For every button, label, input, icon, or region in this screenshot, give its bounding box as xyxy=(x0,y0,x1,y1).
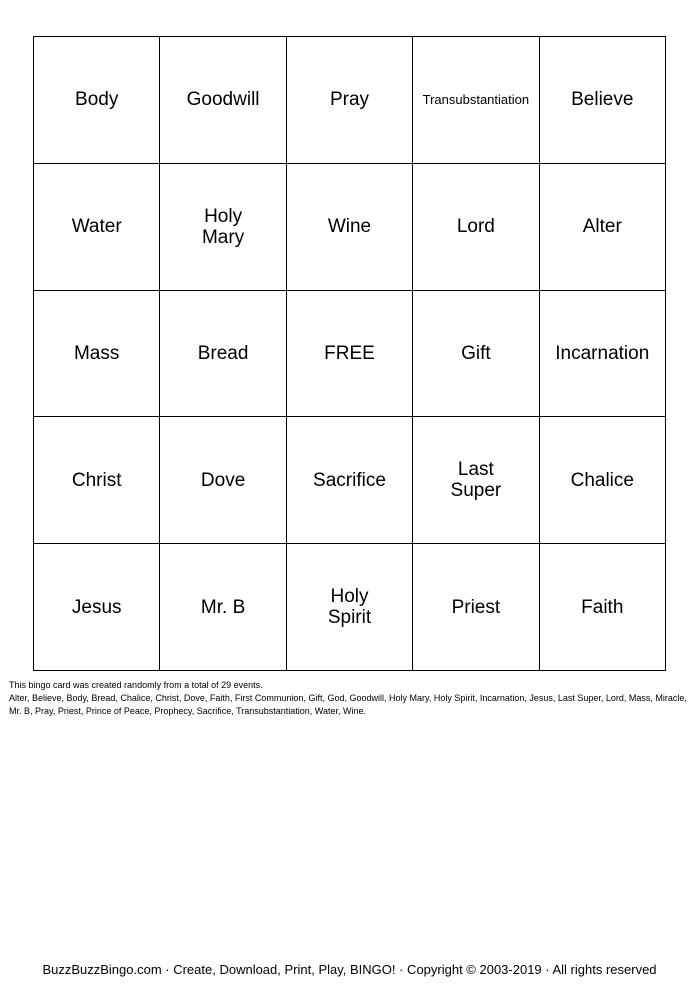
bingo-board xyxy=(33,36,666,671)
bingo-cell xyxy=(160,544,286,671)
bingo-cell xyxy=(34,544,160,671)
bingo-cell xyxy=(539,417,665,544)
bingo-cell xyxy=(160,290,286,417)
bingo-cell-text: Mass xyxy=(73,342,120,364)
bingo-cell xyxy=(413,417,539,544)
bingo-cell xyxy=(539,290,665,417)
bingo-cell-text: Goodwill xyxy=(186,89,260,111)
bingo-cell xyxy=(286,37,412,164)
bingo-cell-text: Super xyxy=(450,480,502,502)
bingo-cell-text: Holy xyxy=(204,205,243,227)
bingo-cell xyxy=(286,417,412,544)
bingo-cell-text: FREE xyxy=(324,342,375,364)
bingo-cell-text: Believe xyxy=(571,89,634,111)
bingo-cell-text: Sacrifice xyxy=(313,469,386,491)
bingo-cell xyxy=(286,163,412,290)
bingo-cell-text: Incarnation xyxy=(555,342,650,364)
bingo-cell-text: Body xyxy=(75,89,119,111)
bingo-cell xyxy=(413,544,539,671)
bingo-cell-text: Transubstantiation xyxy=(422,92,530,108)
bingo-cell xyxy=(413,290,539,417)
bingo-cell-text: Last xyxy=(457,459,494,481)
bingo-row xyxy=(34,163,666,290)
bingo-cell-text: Jesus xyxy=(71,596,122,618)
bingo-row xyxy=(34,290,666,417)
bingo-cell-text: Chalice xyxy=(570,469,634,491)
bingo-row xyxy=(34,37,666,164)
bingo-cell xyxy=(539,163,665,290)
bingo-row xyxy=(34,417,666,544)
bingo-cell-text: Pray xyxy=(329,89,370,111)
bingo-cell-text: Lord xyxy=(456,216,495,238)
bingo-cell-text: Dove xyxy=(200,469,246,491)
bingo-cell-text: Holy xyxy=(330,586,369,608)
bingo-cell-text: Water xyxy=(71,216,122,238)
bingo-cell xyxy=(34,290,160,417)
bingo-cell xyxy=(34,417,160,544)
card-notes xyxy=(9,679,691,718)
bingo-cell xyxy=(413,163,539,290)
page-footer: BuzzBuzzBingo.com · Create, Download, Print, Play, BINGO! · Copyright © 2003-2019 · All rights reserved xyxy=(42,962,657,977)
bingo-cell xyxy=(160,417,286,544)
bingo-cell-text: Spirit xyxy=(327,607,372,629)
bingo-row xyxy=(34,544,666,671)
bingo-cell-text: Alter xyxy=(582,216,622,238)
bingo-cell xyxy=(286,544,412,671)
bingo-cell-text: Faith xyxy=(581,596,624,618)
bingo-cell-text: Mr. B xyxy=(200,596,246,618)
bingo-cell xyxy=(413,37,539,164)
bingo-cell xyxy=(34,37,160,164)
bingo-cell-text: Wine xyxy=(327,216,372,238)
bingo-cell-text: Gift xyxy=(461,342,491,364)
bingo-cell xyxy=(160,163,286,290)
bingo-cell-text: Mary xyxy=(201,226,245,248)
notes-intro: This bingo card was created randomly from a total of 29 events. xyxy=(9,680,263,690)
bingo-board-body xyxy=(34,37,666,671)
bingo-cell-text: Priest xyxy=(451,596,501,618)
bingo-cell xyxy=(160,37,286,164)
bingo-cell xyxy=(539,544,665,671)
bingo-cell xyxy=(539,37,665,164)
bingo-cell xyxy=(34,163,160,290)
bingo-cell-text: Christ xyxy=(71,469,122,491)
bingo-cell-text: Bread xyxy=(197,342,249,364)
notes-event-list: Alter, Believe, Body, Bread, Chalice, Christ, Dove, Faith, First Communion, Gift, God, Goodwill, Holy Mary, Holy Spirit, Incarnation, Jesus, Last Super, Lord, Mass, Miracle, Mr. B, Pray, Priest, Prince of Peace, Prophecy, Sacrifice, Transubstantiation, Water, Wine. xyxy=(9,693,687,716)
bingo-free-cell xyxy=(286,290,412,417)
